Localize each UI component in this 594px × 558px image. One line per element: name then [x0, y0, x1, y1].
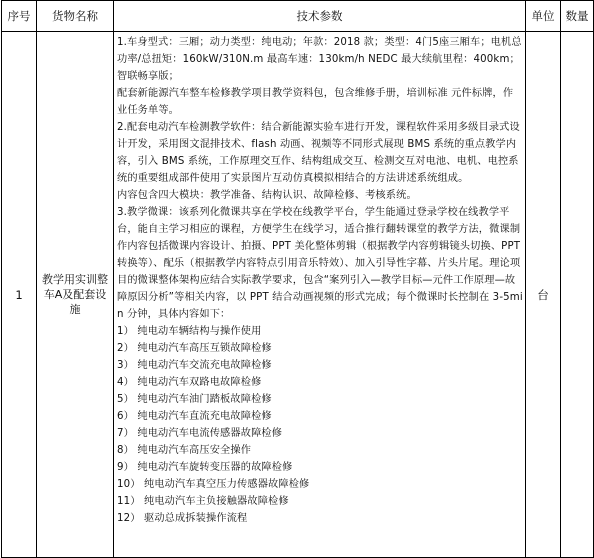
list-item: 5） 纯电动汽车油门踏板故障检修 — [117, 394, 272, 405]
param-software: 2.配套电动汽车检测教学软件：结合新能源实验车进行开发，课程软件采用多级目录式设计开发，采用图文混排技术、flash 动画、视频等不同形式展现 BMS 系统的重点教学内容，引入 BMS 系统，工作原理交互作、结构组成交互、检测交互对电池、电机、电控系统的重要组成部件使用了实景图片互动仿真模拟相结合的方法讲述系统组成。 — [117, 122, 520, 184]
list-item: 2） 纯电动汽车高压互锁故障检修 — [117, 343, 272, 354]
list-item: 6） 纯电动汽车直流充电故障检修 — [117, 411, 272, 422]
list-item: 8） 纯电动汽车高压安全操作 — [117, 445, 252, 456]
microlesson-list — [117, 323, 523, 527]
param-vehicle-spec: 1.车身型式：三厢；动力类型：纯电动；年款：2018 款；类型：4门5座三厢车；电机总功率/总扭矩：160kW/310N.m 最高车速：130km/h NEDC 最大续航里程：400km；智联畅享版； — [117, 37, 522, 82]
list-item: 3） 纯电动汽车交流充电故障检修 — [117, 360, 272, 371]
table-row — [2, 32, 594, 558]
list-item: 9） 纯电动汽车旋转变压器的故障检修 — [117, 462, 293, 473]
header-seq: 序号 — [2, 1, 37, 32]
cell-tech-params — [114, 32, 526, 558]
list-item: 4） 纯电动汽车双路电故障检修 — [117, 377, 262, 388]
cell-unit: 台 — [526, 32, 561, 558]
list-item: 10） 纯电动汽车真空压力传感器故障检修 — [117, 479, 310, 490]
header-name: 货物名称 — [37, 1, 114, 32]
cell-goods-name: 教学用实训整车A及配套设施 — [37, 32, 114, 558]
header-params: 技术参数 — [114, 1, 526, 32]
header-qty: 数量 — [561, 1, 594, 32]
header-unit: 单位 — [526, 1, 561, 32]
param-modules: 内容包含四大模块：教学准备、结构认识、故障检修、考核系统。 — [117, 190, 417, 201]
list-item: 7） 纯电动汽车电流传感器故障检修 — [117, 428, 283, 439]
list-item: 12） 驱动总成拆装操作流程 — [117, 513, 248, 524]
param-teaching-materials: 配套新能源汽车整车检修教学项目教学资料包，包含维修手册，培训标准 元件标牌，作业任务单等。 — [117, 88, 514, 116]
cell-qty — [561, 32, 594, 558]
param-microlessons: 3.教学微课：该系列化微课共享在学校在线教学平台，学生能通过登录学校在线教学平台，能自主学习相应的课程，方便学生在线学习，适合推行翻转课堂的教学方法，微课制作内容包括微课内容设计、拍摄、PPT 美化整体剪辑（根据教学内容剪辑镜头切换、PPT 转换等）、配乐（根据教学内容特点引用音乐特效）、加入引导性字幕、片头片尾。理论项目的微课整体架构应结合实际教学要求，包含“案列引入—教学目标—元件工作原理—故障原因分析”等相关内容，以 PPT 结合动画视频的形式完成；每个微课时长控制在 3-5min 分钟，具体内容如下： — [117, 207, 523, 320]
list-item: 11） 纯电动汽车主负接触器故障检修 — [117, 496, 289, 507]
goods-spec-table — [1, 0, 594, 558]
table-header-row — [2, 1, 594, 32]
cell-seq: 1 — [2, 32, 37, 558]
list-item: 1） 纯电动车辆结构与操作使用 — [117, 326, 262, 337]
